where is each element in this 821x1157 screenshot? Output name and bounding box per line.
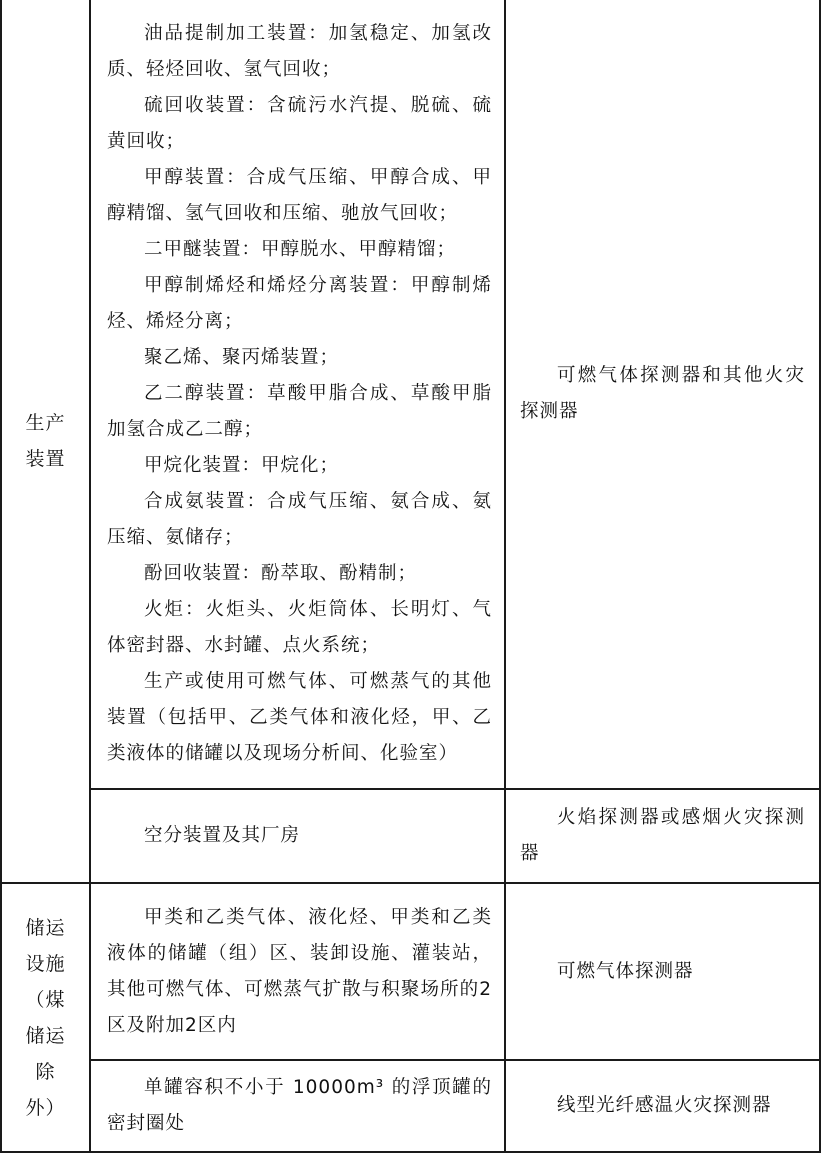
scope-item: 甲醇制烯烃和烯烃分离装置：甲醇制烯烃、烯烃分离； (107, 275, 492, 332)
scope-cell (90, 789, 505, 883)
detector-text: 可燃气体探测器和其他火灾探测器 (520, 365, 805, 422)
scope-item: 生产或使用可燃气体、可燃蒸气的其他装置（包括甲、乙类气体和液化烃，甲、乙类液体的储罐以及现场分析间、化验室） (107, 671, 492, 764)
scope-item: 硫回收装置：含硫污水汽提、脱硫、硫黄回收； (107, 95, 492, 152)
detector-cell (505, 883, 820, 1060)
scope-item: 单罐容积不小于 10000m³ 的浮顶罐的密封圈处 (107, 1077, 492, 1134)
detector-cell (505, 1060, 820, 1152)
detector-text: 可燃气体探测器 (557, 960, 694, 982)
detector-text: 线型光纤感温火灾探测器 (557, 1095, 772, 1116)
detector-cell (505, 0, 820, 789)
scope-item: 酚回收装置：酚萃取、酚精制； (144, 563, 418, 584)
scope-item: 甲类和乙类气体、液化烃、甲类和乙类液体的储罐（组）区、装卸设施、灌装站，其他可燃气体、可燃蒸气扩散与积聚场所的2区及附加2区内 (107, 906, 492, 1036)
scope-item: 二甲醚装置：甲醇脱水、甲醇精馏； (144, 239, 457, 260)
scope-item: 甲烷化装置：甲烷化； (144, 455, 340, 476)
category-label: 储运设施（煤储运除外） (25, 916, 66, 1119)
detector-cell (505, 789, 820, 883)
table-row (1, 883, 820, 1060)
table-row (1, 0, 820, 789)
scope-cell (90, 1060, 505, 1152)
scope-item: 火炬：火炬头、火炬筒体、长明灯、气体密封器、水封罐、点火系统； (107, 599, 492, 656)
scope-item: 甲醇装置：合成气压缩、甲醇合成、甲醇精馏、氢气回收和压缩、驰放气回收； (107, 167, 492, 224)
scope-cell (90, 883, 505, 1060)
scope-item: 空分装置及其厂房 (144, 825, 301, 846)
detector-text: 火焰探测器或感烟火灾探测器 (520, 807, 805, 864)
scope-item: 油品提制加工装置：加氢稳定、加氢改质、轻烃回收、氢气回收； (107, 23, 492, 80)
category-cell-production (1, 0, 90, 883)
scope-item: 聚乙烯、聚丙烯装置； (144, 347, 340, 368)
scope-cell (90, 0, 505, 789)
table-row (1, 789, 820, 883)
scope-item: 合成氨装置：合成气压缩、氨合成、氨压缩、氨储存； (107, 491, 492, 548)
table-row (1, 1060, 820, 1152)
category-label: 生产装置 (25, 412, 66, 470)
category-cell-storage (1, 883, 90, 1152)
scope-item: 乙二醇装置：草酸甲脂合成、草酸甲脂加氢合成乙二醇； (107, 383, 492, 440)
